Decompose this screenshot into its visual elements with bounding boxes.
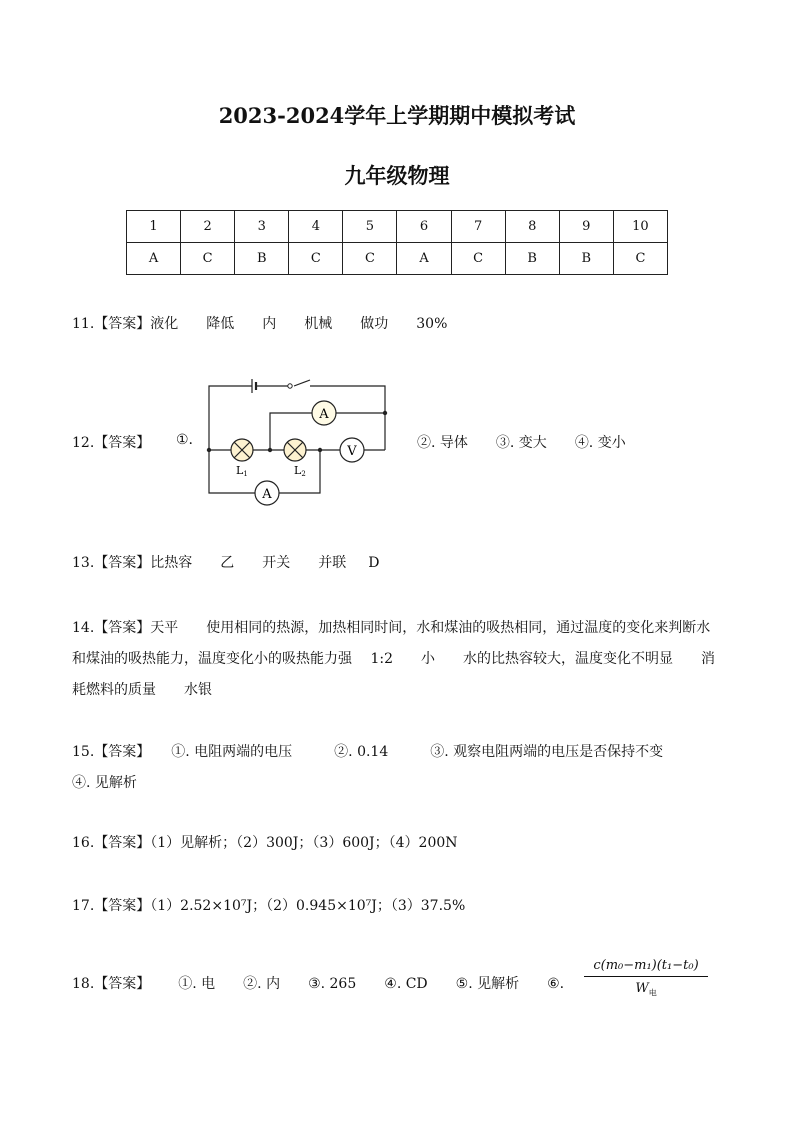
question-prefix: 11.【答案】 bbox=[72, 316, 151, 332]
answer-item: ④. 变小 bbox=[574, 435, 626, 451]
answer-table bbox=[126, 210, 668, 275]
question-prefix: 17.【答案】 bbox=[72, 898, 151, 914]
question-prefix: 15.【答案】 bbox=[72, 744, 144, 760]
svg-text:A: A bbox=[319, 407, 329, 422]
table-cell: 5 bbox=[343, 211, 397, 243]
answer-item: ①. 电 bbox=[178, 976, 216, 992]
answer-17 bbox=[72, 895, 465, 915]
page-title: 2023-2024学年上学期期中模拟考试 bbox=[218, 103, 576, 128]
table-cell: 6 bbox=[397, 211, 451, 243]
answer-item: 开关 bbox=[262, 555, 291, 571]
formula-fraction bbox=[584, 958, 708, 999]
question-prefix: 18.【答案】 bbox=[72, 976, 151, 992]
lamp-icon bbox=[231, 439, 253, 461]
table-cell: C bbox=[181, 243, 235, 275]
answer-item: 乙 bbox=[220, 555, 235, 571]
answer-item: 并联 bbox=[318, 555, 347, 571]
table-cell: 9 bbox=[559, 211, 613, 243]
table-cell: 8 bbox=[505, 211, 559, 243]
answer-item: 30% bbox=[416, 316, 448, 332]
table-cell: C bbox=[343, 243, 397, 275]
answer-text: 天平 使用相同的热源，加热相同时间，水和煤油的吸热相同，通过温度的变化来判断水和煤油的吸热能力，温度变化小的吸热能力强 1:2 小 水的比热容较大，温度变化不明显 消耗燃料的质量 水银 bbox=[72, 620, 715, 698]
ammeter-icon bbox=[312, 401, 336, 425]
answer-text: （1）2.52×10⁷J；（2）0.945×10⁷J；（3）37.5% bbox=[150, 898, 466, 914]
table-cell: 2 bbox=[181, 211, 235, 243]
answer-text: （1）见解析；（2）300J；（3）600J；（4）200N bbox=[150, 835, 458, 851]
answer-15 bbox=[72, 737, 722, 799]
page-subtitle: 九年级物理 bbox=[344, 163, 450, 188]
table-cell: C bbox=[613, 243, 667, 275]
answer-item: ⑤. 见解析 bbox=[455, 976, 520, 992]
answer-item: 机械 bbox=[304, 316, 333, 332]
table-cell: A bbox=[127, 243, 181, 275]
svg-text:V: V bbox=[347, 444, 357, 459]
ammeter-icon bbox=[255, 481, 279, 505]
lamp-icon bbox=[284, 439, 306, 461]
question-prefix: 14.【答案】 bbox=[72, 620, 151, 636]
table-cell: 3 bbox=[235, 211, 289, 243]
answer-12-prefix bbox=[72, 432, 150, 452]
answer-item: ④. CD bbox=[384, 976, 428, 992]
answer-14 bbox=[72, 613, 722, 706]
answer-text: ①. 电阻两端的电压 ②. 0.14 ③. 观察电阻两端的电压是否保持不变 ④. 见解析 bbox=[72, 744, 706, 791]
table-cell: C bbox=[451, 243, 505, 275]
table-cell: 4 bbox=[289, 211, 343, 243]
formula-numerator: c(m₀−m₁)(t₁−t₀) bbox=[584, 958, 708, 977]
question-prefix: 16.【答案】 bbox=[72, 835, 151, 851]
table-cell: 1 bbox=[127, 211, 181, 243]
answer-item: ③. 变大 bbox=[495, 435, 547, 451]
answer-item: ②. 内 bbox=[243, 976, 281, 992]
answer-11 bbox=[72, 313, 447, 333]
table-row-numbers bbox=[127, 211, 668, 243]
answer-12-rest bbox=[417, 432, 626, 452]
answer-item: ⑥. bbox=[547, 976, 565, 992]
table-cell: B bbox=[505, 243, 559, 275]
answer-item: 内 bbox=[262, 316, 277, 332]
formula-denominator: $W_电$ bbox=[635, 981, 657, 998]
circuit-diagram bbox=[200, 368, 400, 518]
table-cell: C bbox=[289, 243, 343, 275]
answer-12-marker: ①. bbox=[176, 432, 194, 448]
answer-item: ③. 265 bbox=[308, 976, 357, 992]
answer-16 bbox=[72, 832, 458, 852]
lamp2-label: L2 bbox=[294, 464, 306, 478]
table-cell: A bbox=[397, 243, 451, 275]
answer-item: ②. 导体 bbox=[417, 435, 468, 451]
answer-item: D bbox=[368, 555, 380, 571]
answer-item: 做功 bbox=[360, 316, 389, 332]
table-cell: B bbox=[235, 243, 289, 275]
table-cell: 7 bbox=[451, 211, 505, 243]
answer-item: 降低 bbox=[206, 316, 235, 332]
answer-item: 比热容 bbox=[150, 555, 193, 571]
table-cell: B bbox=[559, 243, 613, 275]
table-cell: 10 bbox=[613, 211, 667, 243]
question-prefix: 12.【答案】 bbox=[72, 435, 151, 451]
answer-item: 液化 bbox=[150, 316, 179, 332]
voltmeter-icon bbox=[340, 438, 364, 462]
answer-18 bbox=[72, 973, 564, 993]
svg-text:A: A bbox=[262, 487, 272, 502]
lamp1-label: L1 bbox=[236, 464, 248, 478]
question-prefix: 13.【答案】 bbox=[72, 555, 151, 571]
table-row-answers bbox=[127, 243, 668, 275]
answer-13 bbox=[72, 552, 380, 572]
